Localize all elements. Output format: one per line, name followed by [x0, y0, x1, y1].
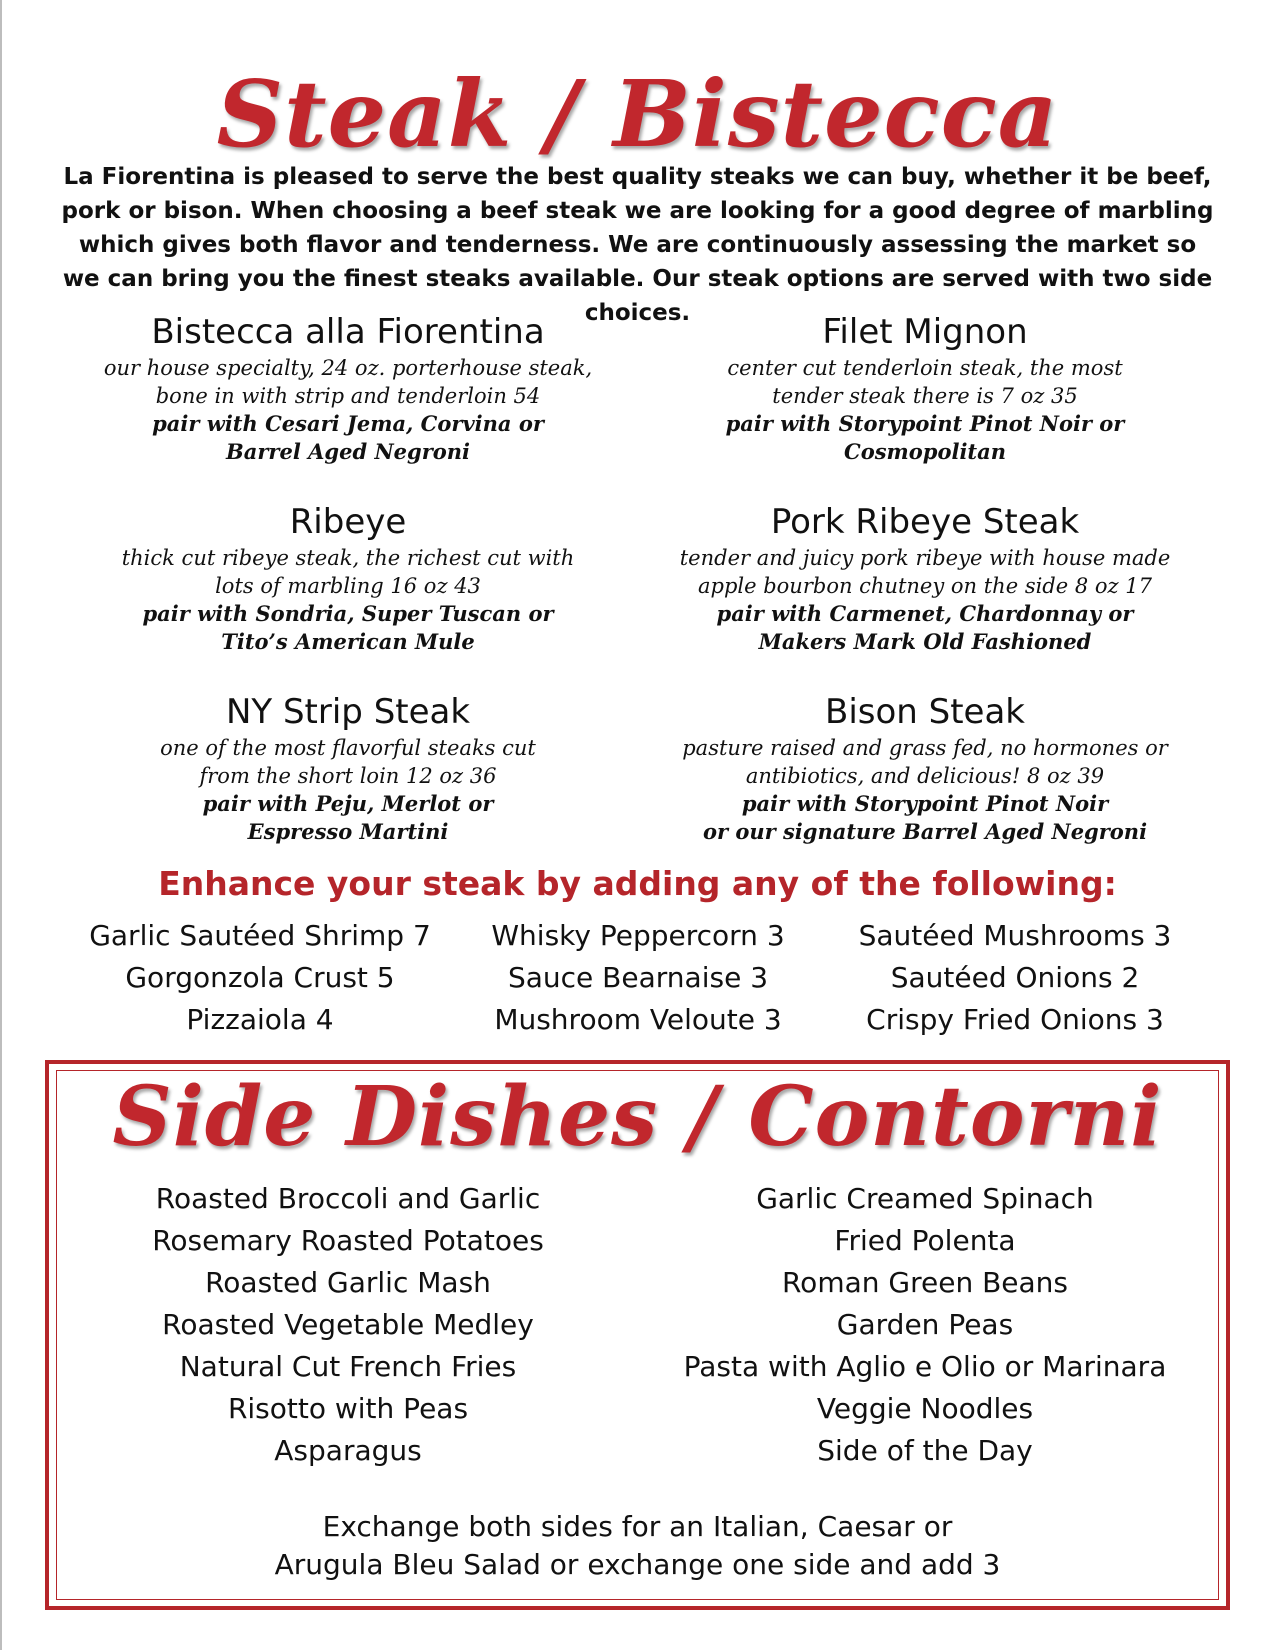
exchange-line: Exchange both sides for an Italian, Caesar or	[322, 1510, 953, 1543]
steak-name: Bistecca alla Fiorentina	[151, 312, 545, 352]
steak-description: tender and juicy pork ribeye with house made	[679, 546, 1171, 570]
steak-pairing: pair with Carmenet, Chardonnay or	[716, 601, 1134, 626]
steak-item	[48, 500, 648, 656]
steak-item	[48, 690, 648, 846]
addon-item: Pizzaiola 4	[186, 1003, 334, 1036]
steak-description: our house specialty, 24 oz. porterhouse steak,	[103, 356, 593, 380]
steak-pairing: Barrel Aged Negroni	[225, 439, 471, 464]
side-item: Roasted Vegetable Medley	[162, 1308, 534, 1341]
side-item: Roman Green Beans	[781, 1266, 1069, 1299]
steak-description: one of the most flavorful steaks cut	[160, 736, 536, 760]
side-item: Garden Peas	[836, 1308, 1014, 1341]
side-item: Garlic Creamed Spinach	[756, 1182, 1094, 1215]
steak-pairing: pair with Sondria, Super Tuscan or	[142, 601, 554, 626]
enhance-heading: Enhance your steak by adding any of the following:	[158, 864, 1117, 903]
side-item: Asparagus	[274, 1434, 422, 1467]
side-item: Risotto with Peas	[227, 1392, 469, 1425]
addon-item: Sautéed Mushrooms 3	[858, 919, 1172, 952]
side-item: Fried Polenta	[834, 1224, 1016, 1257]
steak-pairing: Espresso Martini	[247, 819, 449, 844]
steak-pairing: Tito’s American Mule	[221, 629, 475, 654]
steak-name: Filet Mignon	[822, 312, 1028, 352]
addon-item: Gorgonzola Crust 5	[125, 961, 395, 994]
addon-column	[60, 915, 460, 1041]
page-left-rule	[0, 0, 2, 1650]
side-item: Veggie Noodles	[816, 1392, 1034, 1425]
steak-description: thick cut ribeye steak, the richest cut with	[121, 546, 575, 570]
steak-section-title: Steak / Bistecca	[216, 60, 1059, 168]
steak-item	[625, 310, 1225, 466]
side-dishes-title: Side Dishes / Contorni	[112, 1069, 1163, 1165]
addon-item: Crispy Fried Onions 3	[866, 1003, 1164, 1036]
addon-column	[815, 915, 1215, 1041]
exchange-note	[60, 1508, 1215, 1584]
steak-item	[48, 310, 648, 466]
steak-description: apple bourbon chutney on the side 8 oz 17	[698, 574, 1152, 598]
steak-name: NY Strip Steak	[225, 692, 471, 732]
steak-description: tender steak there is 7 oz 35	[772, 384, 1078, 408]
steak-pairing: or our signature Barrel Aged Negroni	[702, 819, 1148, 844]
intro-paragraph: La Fiorentina is pleased to serve the best quality steaks we can buy, whether it be beef, pork or bison. When choosing a beef steak we are looking for a good degree of marbling which gives both flavor and tenderness. We are continuously assessing the market so we can bring you the finest steaks available. Our steak options are served with two side choices.	[61, 164, 1214, 326]
steak-item	[625, 500, 1225, 656]
steak-name: Pork Ribeye Steak	[770, 502, 1080, 542]
steak-pairing: pair with Storypoint Pinot Noir or	[725, 411, 1125, 436]
steak-description: from the short loin 12 oz 36	[199, 764, 497, 788]
steak-description: antibiotics, and delicious! 8 oz 39	[745, 764, 1105, 788]
steak-description: bone in with strip and tenderloin 54	[155, 384, 541, 408]
steak-pairing: pair with Peju, Merlot or	[202, 791, 494, 816]
steak-description: pasture raised and grass fed, no hormones or	[682, 736, 1168, 760]
side-list-left	[68, 1178, 628, 1472]
steak-item	[625, 690, 1225, 846]
steak-name: Bison Steak	[825, 692, 1025, 732]
addon-item: Whisky Peppercorn 3	[491, 919, 785, 952]
exchange-line: Arugula Bleu Salad or exchange one side and add 3	[274, 1548, 1001, 1581]
addon-item: Mushroom Veloute 3	[494, 1003, 782, 1036]
steak-pairing: pair with Cesari Jema, Corvina or	[152, 411, 544, 436]
side-list-right	[645, 1178, 1205, 1472]
side-item: Side of the Day	[817, 1434, 1033, 1467]
side-item: Pasta with Aglio e Olio or Marinara	[683, 1350, 1167, 1383]
steak-description: lots of marbling 16 oz 43	[215, 574, 481, 598]
side-item: Natural Cut French Fries	[179, 1350, 517, 1383]
side-item: Roasted Broccoli and Garlic	[155, 1182, 541, 1215]
steak-pairing: Cosmopolitan	[844, 439, 1006, 464]
addon-item: Garlic Sautéed Shrimp 7	[89, 919, 431, 952]
steak-description: center cut tenderloin steak, the most	[727, 356, 1123, 380]
addon-column	[438, 915, 838, 1041]
side-item: Rosemary Roasted Potatoes	[152, 1224, 544, 1257]
steak-pairing: Makers Mark Old Fashioned	[758, 629, 1092, 654]
addon-item: Sauce Bearnaise 3	[507, 961, 769, 994]
steak-pairing: pair with Storypoint Pinot Noir	[741, 791, 1109, 816]
steak-name: Ribeye	[289, 502, 407, 542]
addon-item: Sautéed Onions 2	[890, 961, 1140, 994]
side-item: Roasted Garlic Mash	[205, 1266, 491, 1299]
